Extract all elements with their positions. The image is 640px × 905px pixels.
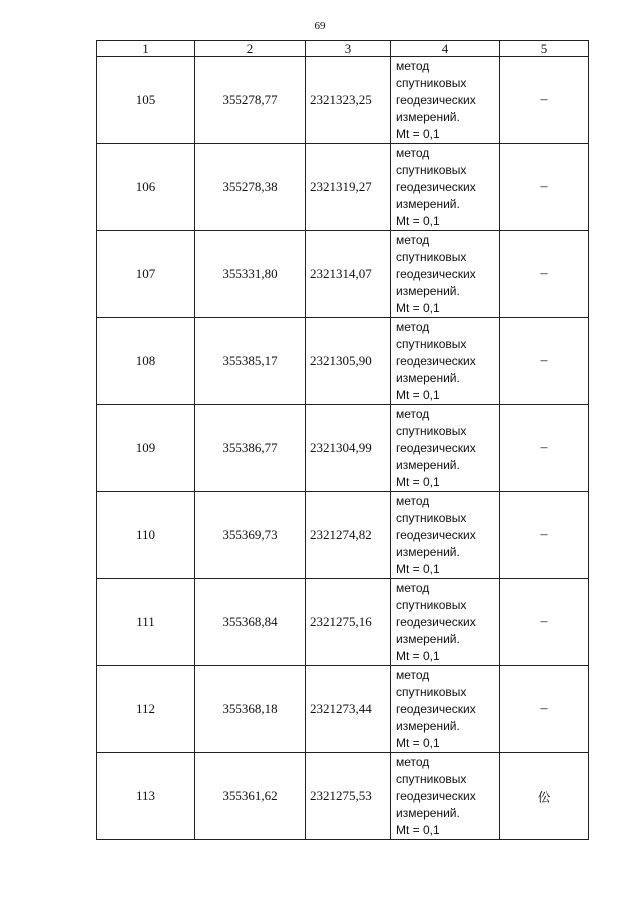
table-row — [97, 318, 589, 405]
method-line-3: геодезических — [396, 788, 476, 803]
coordinate-x: 355361,62 — [195, 753, 306, 840]
method-line-2: спутниковых — [396, 75, 467, 90]
column-header-1: 1 — [97, 41, 195, 57]
table-row — [97, 144, 589, 231]
point-number: 105 — [97, 57, 195, 144]
point-number: 106 — [97, 144, 195, 231]
table-row — [97, 57, 589, 144]
column-5-value: – — [500, 57, 589, 144]
coordinate-x: 355368,84 — [195, 579, 306, 666]
coordinate-x: 355278,38 — [195, 144, 306, 231]
coordinate-y: 2321314,07 — [306, 231, 391, 318]
method-line-3: геодезических — [396, 353, 476, 368]
method-cell — [391, 579, 500, 666]
table-row — [97, 405, 589, 492]
coordinates-table — [96, 40, 589, 840]
method-line-1: метод — [396, 667, 430, 682]
column-5-value: – — [500, 666, 589, 753]
method-line-2: спутниковых — [396, 336, 467, 351]
method-line-2: спутниковых — [396, 771, 467, 786]
method-line-5: Mt = 0,1 — [396, 822, 440, 837]
method-line-3: геодезических — [396, 614, 476, 629]
method-cell — [391, 666, 500, 753]
table-row — [97, 753, 589, 840]
table-row — [97, 231, 589, 318]
method-line-5: Mt = 0,1 — [396, 474, 440, 489]
point-number: 109 — [97, 405, 195, 492]
method-line-1: метод — [396, 406, 430, 421]
method-line-5: Mt = 0,1 — [396, 561, 440, 576]
column-header-4: 4 — [391, 41, 500, 57]
method-line-2: спутниковых — [396, 423, 467, 438]
method-line-1: метод — [396, 754, 430, 769]
coordinate-x: 355368,18 — [195, 666, 306, 753]
page-number: 69 — [314, 20, 326, 32]
point-number: 108 — [97, 318, 195, 405]
point-number: 110 — [97, 492, 195, 579]
column-header-3: 3 — [306, 41, 391, 57]
method-line-3: геодезических — [396, 440, 476, 455]
table-row — [97, 666, 589, 753]
method-line-2: спутниковых — [396, 510, 467, 525]
method-cell — [391, 405, 500, 492]
point-number: 113 — [97, 753, 195, 840]
method-cell — [391, 753, 500, 840]
method-line-1: метод — [396, 232, 430, 247]
method-line-4: измерений. — [396, 631, 460, 646]
point-number: 112 — [97, 666, 195, 753]
method-line-1: метод — [396, 580, 430, 595]
coordinate-y: 2321319,27 — [306, 144, 391, 231]
coordinate-x: 355278,77 — [195, 57, 306, 144]
column-5-value: – — [500, 318, 589, 405]
method-line-5: Mt = 0,1 — [396, 213, 440, 228]
method-cell — [391, 57, 500, 144]
method-line-1: метод — [396, 493, 430, 508]
method-line-4: измерений. — [396, 109, 460, 124]
column-5-value: – — [500, 579, 589, 666]
column-5-value: – — [500, 144, 589, 231]
table-row — [97, 579, 589, 666]
point-number: 107 — [97, 231, 195, 318]
method-line-5: Mt = 0,1 — [396, 735, 440, 750]
method-line-5: Mt = 0,1 — [396, 300, 440, 315]
method-line-4: измерений. — [396, 283, 460, 298]
method-line-4: измерений. — [396, 718, 460, 733]
method-cell — [391, 144, 500, 231]
method-line-3: геодезических — [396, 92, 476, 107]
method-line-5: Mt = 0,1 — [396, 126, 440, 141]
coordinate-y: 2321275,16 — [306, 579, 391, 666]
header-row — [97, 41, 589, 57]
column-5-value: – — [500, 405, 589, 492]
method-line-4: измерений. — [396, 805, 460, 820]
method-line-4: измерений. — [396, 370, 460, 385]
point-number: 111 — [97, 579, 195, 666]
method-cell — [391, 492, 500, 579]
column-header-5: 5 — [500, 41, 589, 57]
coordinate-x: 355369,73 — [195, 492, 306, 579]
column-header-2: 2 — [195, 41, 306, 57]
coordinate-y: 2321304,99 — [306, 405, 391, 492]
method-line-3: геодезических — [396, 701, 476, 716]
coordinate-y: 2321305,90 — [306, 318, 391, 405]
table-row — [97, 492, 589, 579]
method-cell — [391, 231, 500, 318]
coordinate-x: 355386,77 — [195, 405, 306, 492]
method-cell — [391, 318, 500, 405]
coordinate-y: 2321275,53 — [306, 753, 391, 840]
method-line-4: измерений. — [396, 544, 460, 559]
method-line-3: геодезических — [396, 266, 476, 281]
method-line-4: измерений. — [396, 457, 460, 472]
method-line-2: спутниковых — [396, 684, 467, 699]
coordinate-y: 2321274,82 — [306, 492, 391, 579]
method-line-2: спутниковых — [396, 249, 467, 264]
method-line-5: Mt = 0,1 — [396, 387, 440, 402]
method-line-3: геодезических — [396, 179, 476, 194]
column-5-value: – — [500, 492, 589, 579]
method-line-4: измерений. — [396, 196, 460, 211]
column-5-value: – — [500, 231, 589, 318]
coordinate-x: 355331,80 — [195, 231, 306, 318]
method-line-1: метод — [396, 145, 430, 160]
coordinate-x: 355385,17 — [195, 318, 306, 405]
method-line-2: спутниковых — [396, 597, 467, 612]
coordinate-y: 2321273,44 — [306, 666, 391, 753]
method-line-1: метод — [396, 58, 430, 73]
column-5-value: 伀 — [500, 753, 589, 840]
method-line-3: геодезических — [396, 527, 476, 542]
method-line-1: метод — [396, 319, 430, 334]
coordinate-y: 2321323,25 — [306, 57, 391, 144]
method-line-2: спутниковых — [396, 162, 467, 177]
method-line-5: Mt = 0,1 — [396, 648, 440, 663]
